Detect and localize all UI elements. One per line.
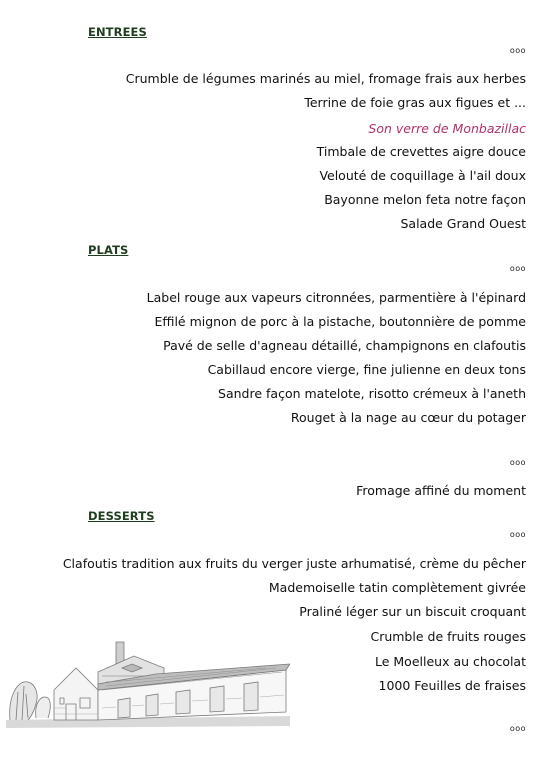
desserts-heading: DESSERTS (88, 509, 155, 523)
menu-item: Mademoiselle tatin complètement givrée (268, 580, 526, 595)
menu-item: Praliné léger sur un biscuit croquant (299, 604, 526, 619)
menu-item: 1000 Feuilles de fraises (378, 678, 526, 693)
separator: ooo (509, 46, 526, 55)
menu-item: Pavé de selle d'agneau détaillé, champignons en clafoutis (163, 338, 526, 353)
separator: ooo (509, 530, 526, 539)
cheese-item: Fromage affiné du moment (356, 483, 526, 498)
menu-item: Effilé mignon de porc à la pistache, boutonnière de pomme (154, 314, 526, 329)
menu-item: Label rouge aux vapeurs citronnées, parmentière à l'épinard (146, 290, 526, 305)
entrees-heading: ENTREES (88, 25, 147, 39)
menu-item: Clafoutis tradition aux fruits du verger juste arhumatisé, crème du pêcher (62, 556, 526, 571)
menu-item: Timbale de crevettes aigre douce (316, 144, 526, 159)
menu-item: Crumble de fruits rouges (370, 629, 526, 644)
menu-item: Salade Grand Ouest (400, 216, 526, 231)
menu-item: Bayonne melon feta notre façon (324, 192, 526, 207)
plats-heading: PLATS (88, 243, 129, 257)
separator: ooo (509, 458, 526, 467)
menu-item: Crumble de légumes marinés au miel, fromage frais aux herbes (125, 71, 526, 86)
menu-item: Rouget à la nage au cœur du potager (290, 410, 526, 425)
building-sketch-illustration (6, 628, 290, 728)
separator: ooo (509, 264, 526, 273)
separator: ooo (509, 724, 526, 733)
menu-item: Velouté de coquillage à l'ail doux (319, 168, 526, 183)
menu-item: Sandre façon matelote, risotto crémeux à l'aneth (218, 386, 526, 401)
menu-item: Le Moelleux au chocolat (374, 654, 526, 669)
menu-item: Terrine de foie gras aux figues et ... (304, 95, 526, 110)
wine-pairing: Son verre de Monbazillac (368, 121, 526, 136)
menu-item: Cabillaud encore vierge, fine julienne en deux tons (207, 362, 526, 377)
